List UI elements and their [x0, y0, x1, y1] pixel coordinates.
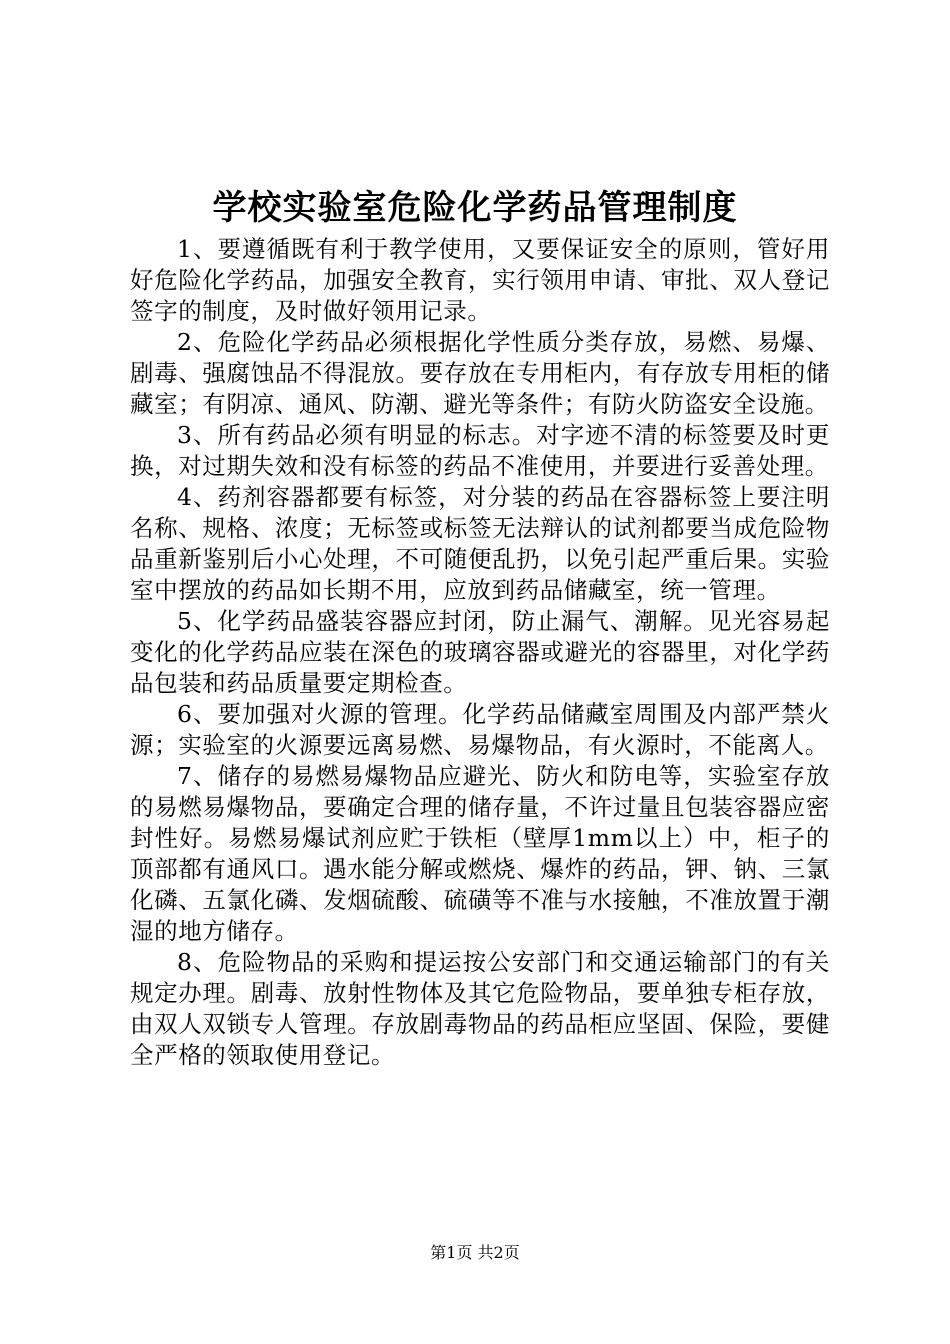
document-title: 学校实验室危险化学药品管理制度: [212, 188, 738, 228]
paragraph-1: 1、要遵循既有利于教学使用，又要保证安全的原则，管好用好危险化学药品，加强安全教育，实行领用申请、审批、双人登记签字的制度，及时做好领用记录。: [130, 235, 830, 325]
paragraph-7: 7、储存的易燃易爆物品应避光、防火和防电等，实验室存放的易燃易爆物品，要确定合理的储存量，不许过量且包装容器应密封性好。易燃易爆试剂应贮于铁柜（壁厚1mm以上）中，柜子的顶部都有通风口。遇水能分解或燃烧、爆炸的药品，钾、钠、三氯化磷、五氯化磷、发烟硫酸、硫磺等不准与水接触，不准放置于潮湿的地方储存。: [130, 762, 830, 945]
paragraph-8: 8、危险物品的采购和提运按公安部门和交通运输部门的有关规定办理。剧毒、放射性物体及其它危险物品，要单独专柜存放，由双人双锁专人管理。存放剧毒物品的药品柜应坚固、保险，要健全严格的领取使用登记。: [130, 948, 830, 1069]
paragraph-4: 4、药剂容器都要有标签，对分装的药品在容器标签上要注明名称、规格、浓度；无标签或标签无法辩认的试剂都要当成危险物品重新鉴别后小心处理，不可随便乱扔，以免引起严重后果。实验室中摆放的药品如长期不用，应放到药品储藏室，统一管理。: [130, 483, 830, 604]
paragraph-5: 5、化学药品盛装容器应封闭，防止漏气、潮解。见光容易起变化的化学药品应装在深色的玻璃容器或避光的容器里，对化学药品包装和药品质量要定期检查。: [130, 607, 830, 697]
page-footer: 第1页 共2页: [430, 1243, 520, 1262]
document-body: [130, 234, 830, 1071]
paragraph-2: 2、危险化学药品必须根据化学性质分类存放，易燃、易爆、剧毒、强腐蚀品不得混放。要存放在专用柜内，有存放专用柜的储藏室；有阴凉、通风、防潮、避光等条件；有防火防盗安全设施。: [130, 328, 830, 418]
paragraph-3: 3、所有药品必须有明显的标志。对字迹不清的标签要及时更换，对过期失效和没有标签的药品不准使用，并要进行妥善处理。: [130, 421, 830, 480]
paragraph-6: 6、要加强对火源的管理。化学药品储藏室周围及内部严禁火源；实验室的火源要远离易燃、易爆物品，有火源时，不能离人。: [130, 700, 830, 759]
